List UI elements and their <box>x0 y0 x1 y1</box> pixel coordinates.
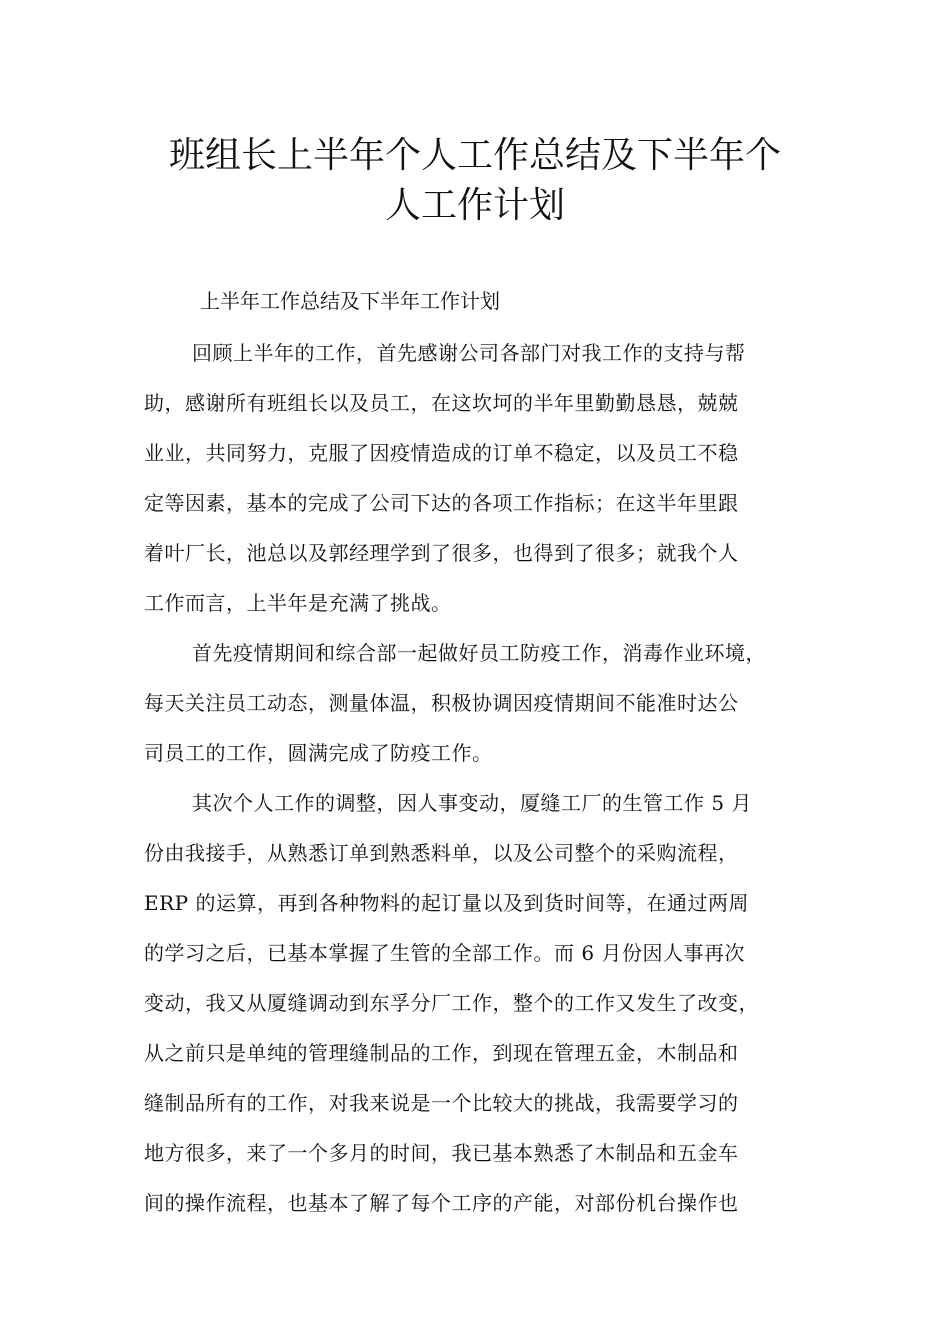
body-line: 首先疫情期间和综合部一起做好员工防疫工作，消毒作业环境， <box>192 641 766 665</box>
body-line: 每天关注员工动态，测量体温，积极协调因疫情期间不能准时达公 <box>144 691 739 715</box>
body-line: 份由我接手，从熟悉订单到熟悉料单，以及公司整个的采购流程， <box>144 841 739 865</box>
body-line: 回顾上半年的工作，首先感谢公司各部门对我工作的支持与帮 <box>192 341 746 365</box>
body-line: 定等因素，基本的完成了公司下达的各项工作指标；在这半年里跟 <box>144 491 739 515</box>
document-title-line-2: 人工作计划 <box>384 185 565 226</box>
section-heading: 上半年工作总结及下半年工作计划 <box>200 289 500 313</box>
body-line: 的学习之后，已基本掌握了生管的全部工作。而 6 月份因人事再次 <box>144 941 745 965</box>
body-line: 着叶厂长，池总以及郭经理学到了很多，也得到了很多；就我个人 <box>144 541 739 565</box>
body-line: 助，感谢所有班组长以及员工，在这坎坷的半年里勤勤恳恳，兢兢 <box>144 391 739 415</box>
body-line: 地方很多，来了一个多月的时间，我已基本熟悉了木制品和五金车 <box>144 1141 739 1165</box>
body-line: 业业，共同努力，克服了因疫情造成的订单不稳定，以及员工不稳 <box>144 441 739 465</box>
body-line: 间的操作流程，也基本了解了每个工序的产能，对部份机台操作也 <box>144 1191 739 1215</box>
body-line: ERP 的运算，再到各种物料的起订量以及到货时间等，在通过两周 <box>144 891 749 915</box>
body-line: 其次个人工作的调整，因人事变动，厦缝工厂的生管工作 5 月 <box>192 791 752 815</box>
body-line: 变动，我又从厦缝调动到东孚分厂工作，整个的工作又发生了改变， <box>144 991 759 1015</box>
body-line: 工作而言，上半年是充满了挑战。 <box>144 591 452 615</box>
document-title-line-1: 班组长上半年个人工作总结及下半年个 <box>168 135 781 176</box>
body-line: 缝制品所有的工作，对我来说是一个比较大的挑战，我需要学习的 <box>144 1091 739 1115</box>
body-line: 从之前只是单纯的管理缝制品的工作，到现在管理五金，木制品和 <box>144 1041 739 1065</box>
body-line: 司员工的工作，圆满完成了防疫工作。 <box>144 741 493 765</box>
